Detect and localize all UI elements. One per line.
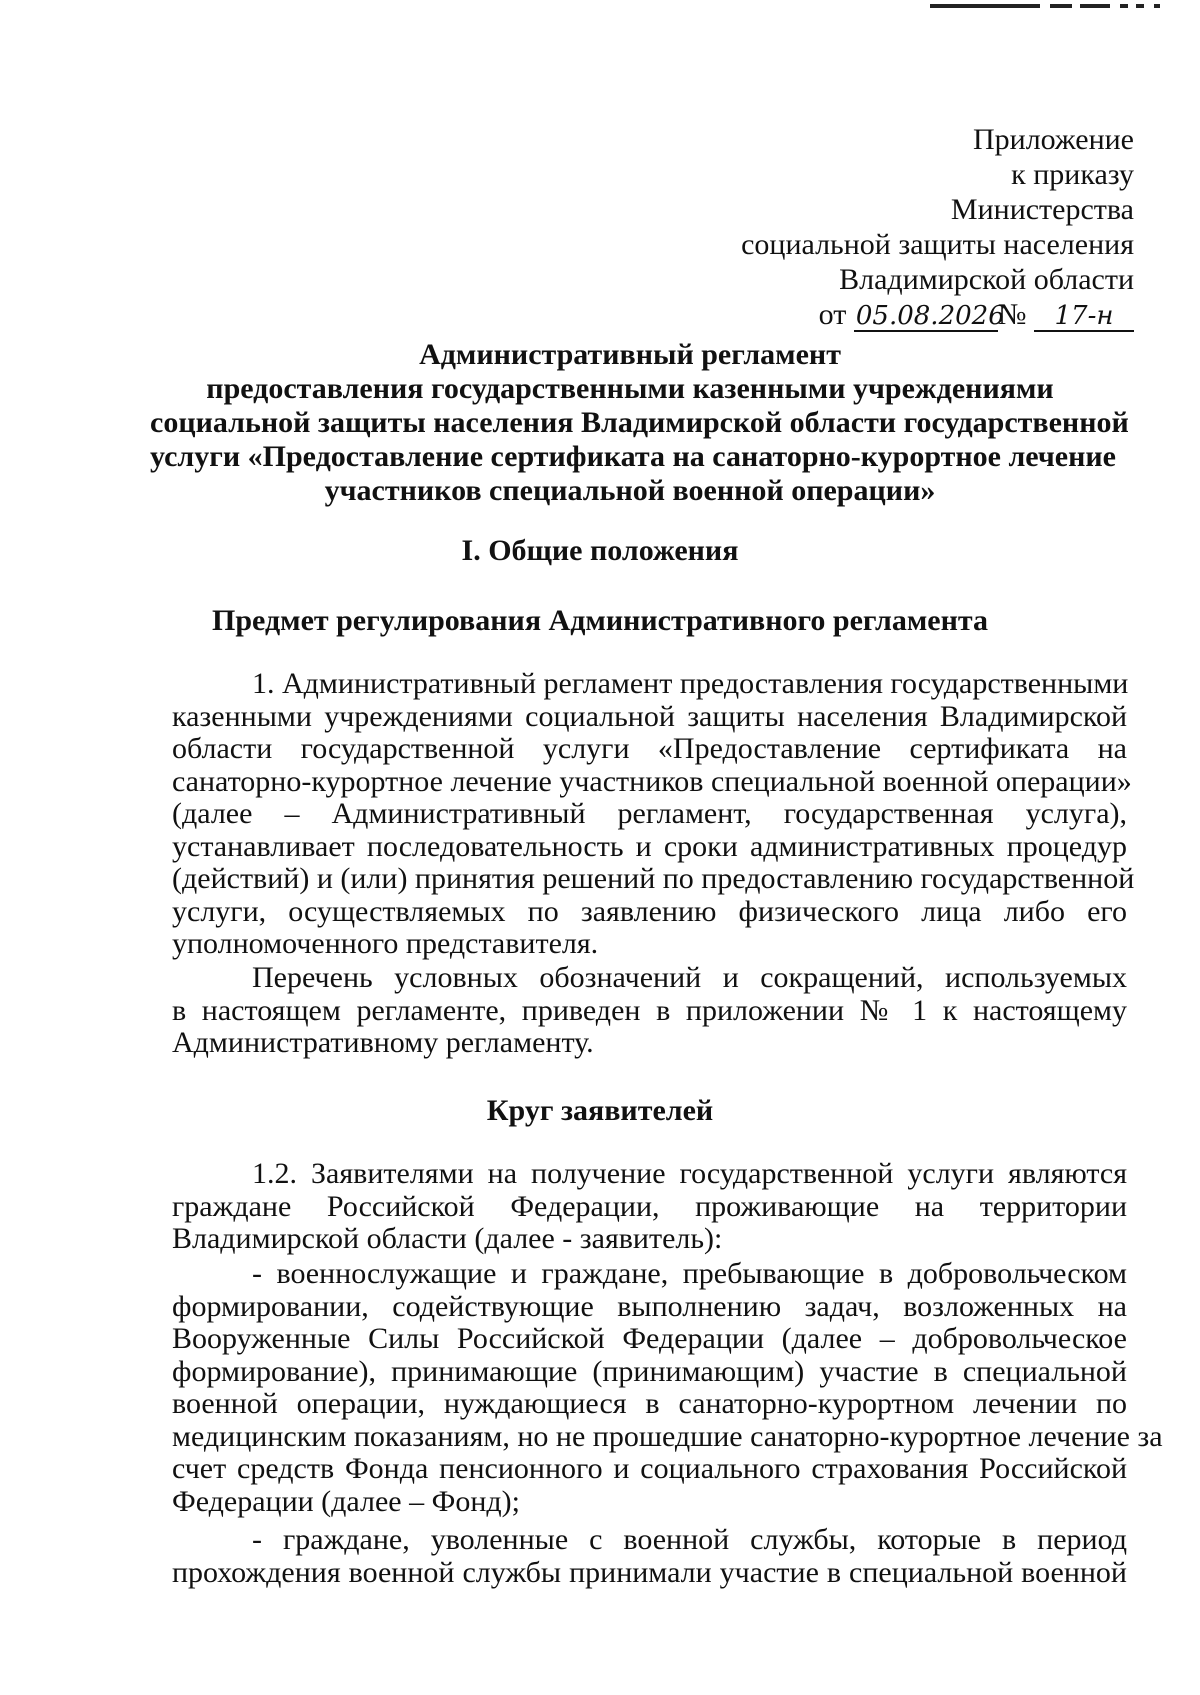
handwritten-date: 05.08.2026 xyxy=(855,301,1005,331)
appendix-line: социальной защиты населения xyxy=(741,228,1134,261)
paragraph-line: Перечень условных обозначений и сокращений, используемых xyxy=(252,961,1127,994)
paragraph-line: (действий) и (или) принятия решений по предоставлению государственной xyxy=(172,862,1135,895)
paragraph-line: Вооруженные Силы Российской Федерации (далее – добровольческое xyxy=(172,1322,1127,1355)
subsection-heading: Круг заявителей xyxy=(486,1094,714,1127)
title-line: участников специальной военной операции» xyxy=(324,474,936,507)
paragraph-line: счет средств Фонда пенсионного и социального страхования Российской xyxy=(172,1452,1127,1485)
date-prefix: от xyxy=(818,298,847,331)
paragraph-line: Владимирской области (далее - заявитель): xyxy=(172,1222,723,1255)
paragraph-line: формировании, содействующие выполнению задач, возложенных на xyxy=(172,1289,1127,1323)
paragraph-line: - военнослужащие и граждане, пребывающие в добровольческом xyxy=(252,1257,1127,1290)
title-line: услуги «Предоставление сертификата на санаторно-курортное лечение xyxy=(150,440,1116,473)
paragraph-line: области государственной услуги «Предоставление сертификата на xyxy=(172,732,1127,765)
paragraph-line: - граждане, уволенные с военной службы, которые в период xyxy=(252,1523,1127,1556)
scan-artifact xyxy=(930,4,1160,12)
order-date-line xyxy=(741,297,1134,332)
paragraph-line: санаторно-курортное лечение участников специальной военной операции» xyxy=(172,764,1132,798)
title-line: Административный регламент xyxy=(419,338,841,371)
paragraph-line: Федерации (далее – Фонд); xyxy=(172,1484,520,1518)
appendix-line: к приказу xyxy=(1011,158,1134,191)
section-heading: I. Общие положения xyxy=(461,534,739,567)
appendix-header xyxy=(741,122,1134,332)
paragraph-line: казенными учреждениями социальной защиты населения Владимирской xyxy=(172,699,1127,733)
paragraph-line: медицинским показаниям, но не прошедшие санаторно-курортное лечение за xyxy=(172,1419,1163,1453)
paragraph-3 xyxy=(172,1158,1127,1256)
title-line: предоставления государственными казенными учреждениями xyxy=(206,372,1054,405)
title-line: социальной защиты населения Владимирской области государственной xyxy=(150,406,1129,439)
appendix-line: Владимирской области xyxy=(839,263,1134,296)
paragraph-line: граждане Российской Федерации, проживающие на территории xyxy=(172,1189,1127,1223)
document-title xyxy=(150,338,1129,508)
paragraph-line: уполномоченного представителя. xyxy=(172,927,599,960)
paragraph-line: формирование), принимающие (принимающим) участие в специальной xyxy=(172,1354,1127,1388)
paragraph-line: прохождения военной службы принимали участие в специальной военной xyxy=(172,1555,1127,1589)
paragraph-2 xyxy=(172,962,1127,1060)
paragraph-line: Административному регламенту. xyxy=(172,1026,594,1059)
appendix-line: Приложение xyxy=(972,123,1134,156)
paragraph-1 xyxy=(172,667,1135,961)
paragraph-line: военной операции, нуждающиеся в санаторно-курортном лечении по xyxy=(172,1387,1127,1420)
paragraph-line: в настоящем регламенте, приведен в приложении № 1 к настоящему xyxy=(172,993,1127,1027)
paragraph-line: устанавливает последовательность и сроки административных процедур xyxy=(172,829,1127,863)
number-sign: № xyxy=(997,298,1027,331)
paragraph-line: 1. Административный регламент предоставления государственными xyxy=(252,667,1129,700)
paragraph-line: 1.2. Заявителями на получение государственной услуги являются xyxy=(252,1157,1127,1190)
paragraph-5 xyxy=(172,1524,1127,1589)
subsection-heading: Предмет регулирования Административного регламента xyxy=(212,604,988,637)
handwritten-number: 17-н xyxy=(1034,302,1134,332)
appendix-line: Министерства xyxy=(950,193,1134,226)
paragraph-line: (далее – Административный регламент, государственная услуга), xyxy=(172,797,1127,830)
paragraph-line: услуги, осуществляемых по заявлению физического лица либо его xyxy=(172,894,1127,928)
paragraph-4 xyxy=(172,1257,1163,1518)
